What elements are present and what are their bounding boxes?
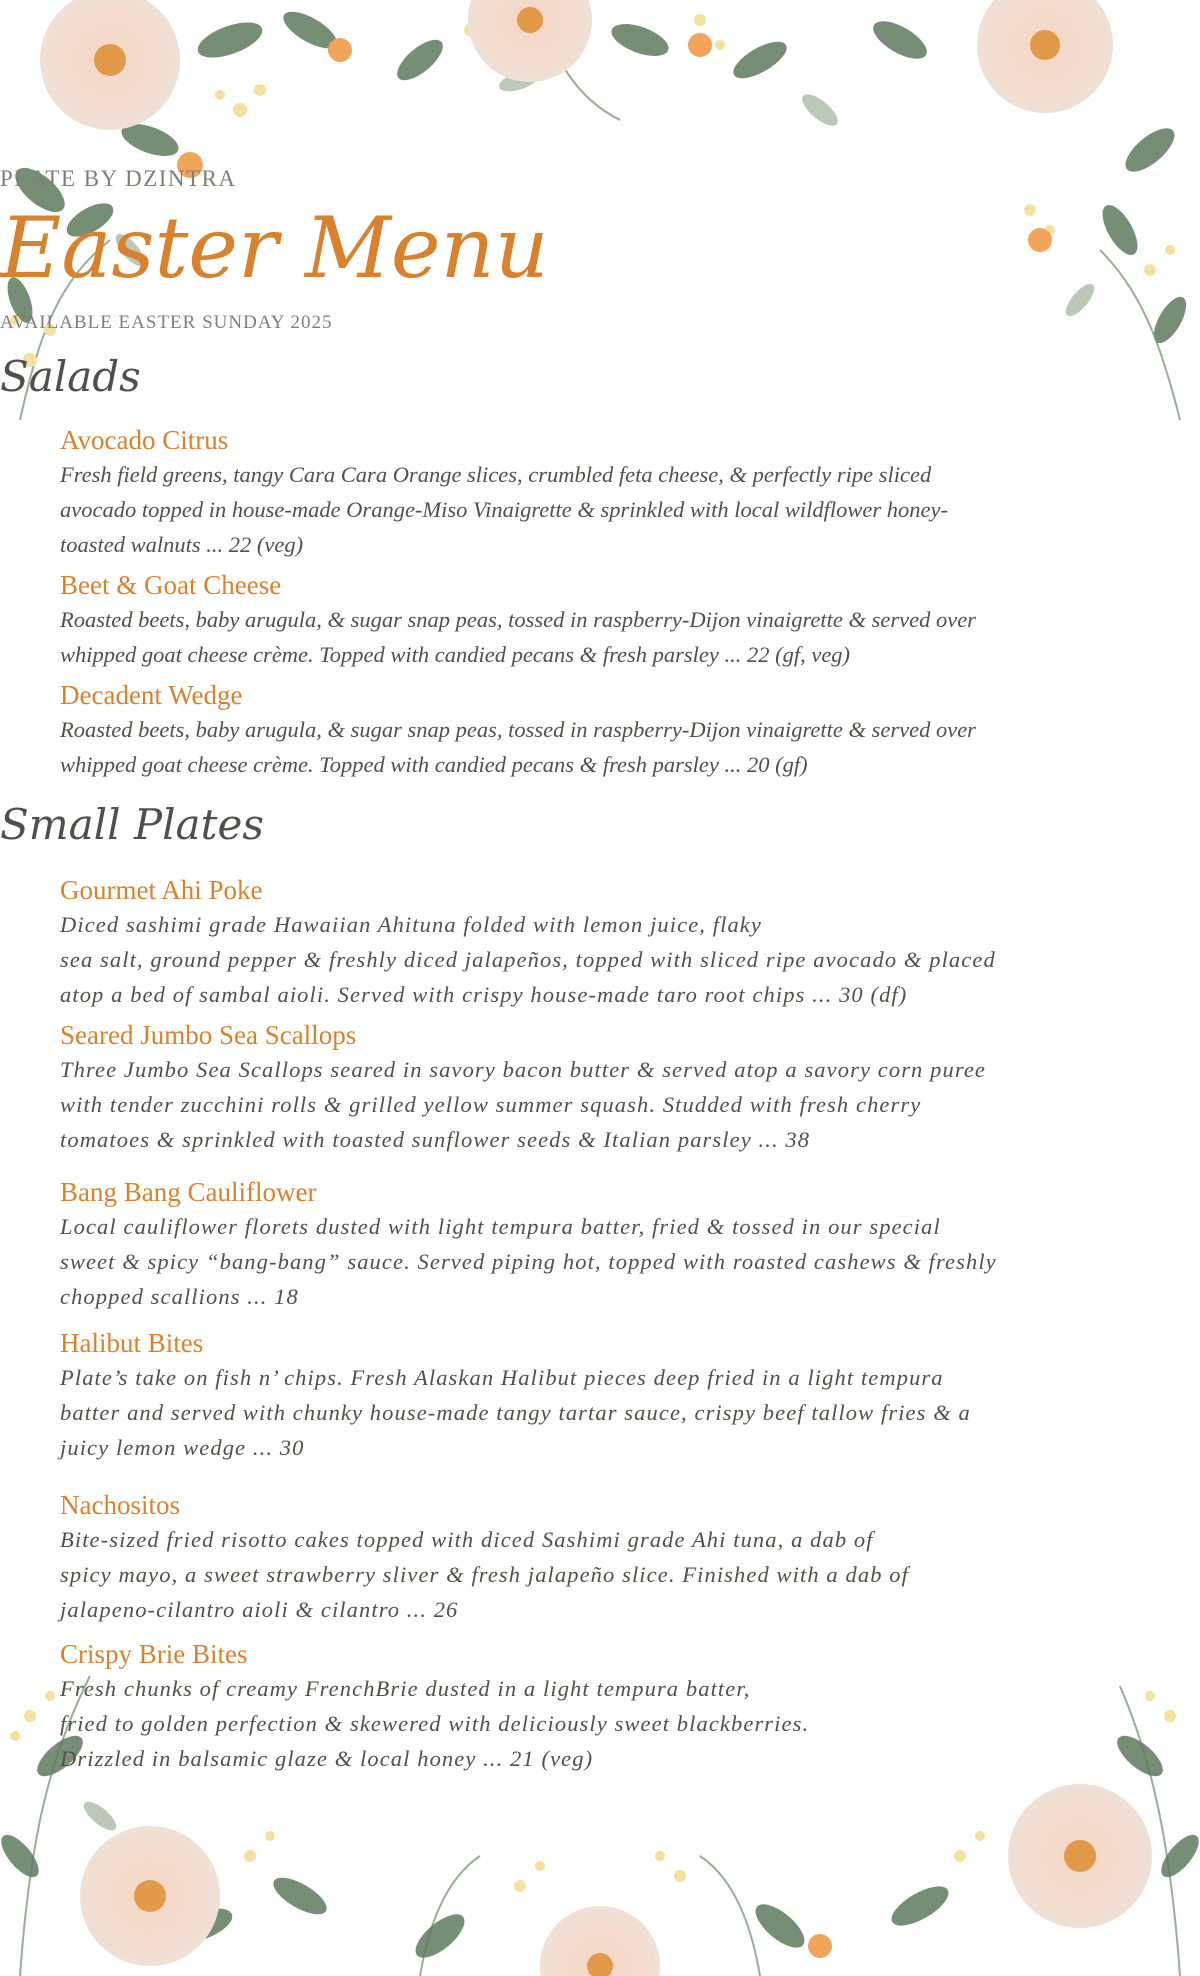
menu-item xyxy=(60,1488,1140,1627)
item-name: Seared Jumbo Sea Scallops xyxy=(60,1020,357,1050)
description-line: Three Jumbo Sea Scallops seared in savory bacon butter & served atop a savory corn puree xyxy=(60,1057,987,1082)
item-description xyxy=(60,602,1140,672)
menu-item xyxy=(60,1175,1140,1314)
description-line: Diced sashimi grade Hawaiian Ahituna folded with lemon juice, flaky xyxy=(60,912,762,937)
item-name: Halibut Bites xyxy=(60,1328,204,1358)
description-line: atop a bed of sambal aioli. Served with crispy house-made taro root chips ... 30 (df) xyxy=(60,982,908,1007)
description-line: chopped scallions ... 18 xyxy=(60,1284,299,1309)
item-description xyxy=(60,1052,1140,1157)
description-line: Bite-sized fried risotto cakes topped with diced Sashimi grade Ahi tuna, a dab of xyxy=(60,1527,874,1552)
menu-item xyxy=(60,873,1140,1012)
description-line: whipped goat cheese crème. Topped with candied pecans & fresh parsley ... 22 (gf, veg) xyxy=(60,642,851,667)
description-line: fried to golden perfection & skewered with deliciously sweet blackberries. xyxy=(60,1711,810,1736)
item-name: Crispy Brie Bites xyxy=(60,1639,248,1669)
item-name: Avocado Citrus xyxy=(60,425,229,455)
menu-item xyxy=(60,1326,1140,1465)
item-description xyxy=(60,457,1140,562)
menu-item xyxy=(60,568,1140,672)
description-line: sea salt, ground pepper & freshly diced jalapeños, topped with sliced ripe avocado & placed xyxy=(60,947,996,972)
description-line: Drizzled in balsamic glaze & local honey ... 21 (veg) xyxy=(60,1746,594,1771)
description-line: Fresh field greens, tangy Cara Cara Orange slices, crumbled feta cheese, & perfectly ripe sliced xyxy=(60,462,932,487)
menu-item xyxy=(60,678,1140,782)
item-description xyxy=(60,1522,1140,1627)
menu-item xyxy=(60,1018,1140,1157)
description-line: Roasted beets, baby arugula, & sugar snap peas, tossed in raspberry-Dijon vinaigrette & served over xyxy=(60,607,976,632)
item-description xyxy=(60,1209,1140,1314)
item-description xyxy=(60,907,1140,1012)
description-line: sweet & spicy “bang-bang” sauce. Served piping hot, topped with roasted cashews & freshly xyxy=(60,1249,997,1274)
description-line: whipped goat cheese crème. Topped with candied pecans & fresh parsley ... 20 (gf) xyxy=(60,752,808,777)
description-line: juicy lemon wedge ... 30 xyxy=(60,1435,305,1460)
menu-item xyxy=(60,423,1140,562)
menu-title: Easter Menu xyxy=(0,199,549,297)
brand-name: PLATE BY DZINTRA xyxy=(0,166,237,191)
description-line: with tender zucchini rolls & grilled yellow summer squash. Studded with fresh cherry xyxy=(60,1092,922,1117)
description-line: avocado topped in house-made Orange-Miso Vinaigrette & sprinkled with local wildflower honey- xyxy=(60,497,948,522)
description-line: batter and served with chunky house-made tangy tartar sauce, crispy beef tallow fries & a xyxy=(60,1400,971,1425)
section-title-salads: Salads xyxy=(0,352,141,401)
item-name: Nachositos xyxy=(60,1490,180,1520)
item-name: Bang Bang Cauliflower xyxy=(60,1177,317,1207)
description-line: tomatoes & sprinkled with toasted sunflower seeds & Italian parsley ... 38 xyxy=(60,1127,811,1152)
description-line: Fresh chunks of creamy FrenchBrie dusted in a light tempura batter, xyxy=(60,1676,751,1701)
menu-item xyxy=(60,1637,1140,1776)
section-title-small-plates: Small Plates xyxy=(0,800,264,849)
description-line: Plate’s take on fish n’ chips. Fresh Alaskan Halibut pieces deep fried in a light tempura xyxy=(60,1365,944,1390)
item-description xyxy=(60,712,1140,782)
item-name: Decadent Wedge xyxy=(60,680,243,710)
menu-subtitle: AVAILABLE EASTER SUNDAY 2025 xyxy=(0,312,333,333)
item-name: Gourmet Ahi Poke xyxy=(60,875,263,905)
item-description xyxy=(60,1360,1140,1465)
item-description xyxy=(60,1671,1140,1776)
description-line: Roasted beets, baby arugula, & sugar snap peas, tossed in raspberry-Dijon vinaigrette & served over xyxy=(60,717,976,742)
description-line: Local cauliflower florets dusted with light tempura batter, fried & tossed in our special xyxy=(60,1214,941,1239)
description-line: spicy mayo, a sweet strawberry sliver & fresh jalapeño slice. Finished with a dab of xyxy=(60,1562,909,1587)
description-line: toasted walnuts ... 22 (veg) xyxy=(60,532,304,557)
item-name: Beet & Goat Cheese xyxy=(60,570,282,600)
description-line: jalapeno-cilantro aioli & cilantro ... 26 xyxy=(60,1597,459,1622)
